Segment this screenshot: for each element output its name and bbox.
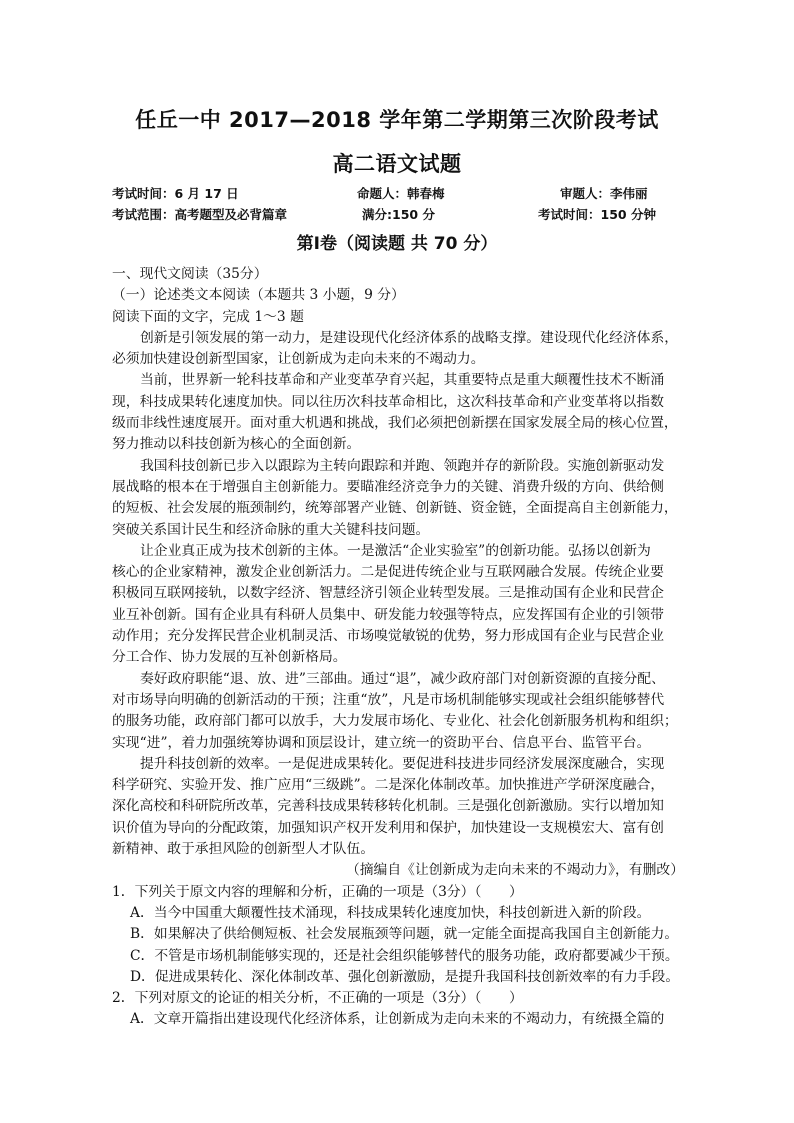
- option-a[interactable]: A．文章开篇指出建设现代化经济体系，让创新成为走向未来的不竭动力，有统摄全篇的: [130, 1011, 665, 1028]
- passage-paragraph: [112, 328, 690, 371]
- passage-line: 我国科技创新已步入以跟踪为主转向跟踪和并跑、领跑并存的新阶段。实施创新驱动发: [140, 457, 665, 474]
- exam-date: 考试时间：6 月 17 日: [112, 186, 239, 201]
- passage-line: 业互补创新。国有企业具有科研人员集中、研发能力较强等特点，应发挥国有企业的引领带: [112, 606, 664, 623]
- passage-line: 科学研究、实验开发、推广应用“三级跳”。二是深化体制改革。加快推进产学研深度融合，: [112, 777, 665, 794]
- question-2: [112, 988, 690, 1031]
- passage-line: 当前，世界新一轮科技革命和产业变革孕育兴起，其重要特点是重大颠覆性技术不断涌: [140, 372, 665, 389]
- passage-paragraph: [112, 541, 690, 669]
- passage-line: 突破关系国计民生和经济命脉的重大关键科技问题。: [112, 521, 430, 538]
- passage-line: 动作用；充分发挥民营企业机制灵活、市场嗅觉敏锐的优势，努力形成国有企业与民营企业: [112, 628, 664, 645]
- reading-instruction: 阅读下面的文字，完成 1～3 题: [112, 308, 304, 325]
- passage-paragraph: [112, 370, 690, 455]
- passage-line: 深化高校和科研院所改革，完善科技成果转移转化机制。三是强化创新激励。实行以增加知: [112, 798, 664, 815]
- exam-scope: 考试范围：高考题型及必背篇章: [112, 207, 288, 222]
- passage-line: 奏好政府职能“退、放、进”三部曲。通过“退”，减少政府部门对创新资源的直接分配、: [140, 670, 665, 687]
- section-title: 第Ⅰ卷（阅读题 共 70 分）: [296, 234, 498, 254]
- part-heading: 一、现代文阅读（35分）: [112, 266, 268, 282]
- passage-line: 的短板、社会发展的瓶颈制约，统筹部署产业链、创新链、资金链，全面提高自主创新能力，: [112, 500, 678, 517]
- passage-line: 必须加快建设创新型国家，让创新成为走向未来的不竭动力。: [112, 351, 485, 368]
- passage-line: 级而非线性速度展开。面对重大机遇和挑战，我们必须把创新摆在国家发展全局的核心位置，: [112, 415, 678, 432]
- exam-body: [112, 264, 690, 1031]
- passage-line: 现，科技成果转化速度加快。同以往历次科技革命相比，这次科技革命和产业变革将以指数: [112, 393, 664, 410]
- exam-title: 任丘一中 2017—2018 学年第二学期第三次阶段考试: [135, 108, 659, 132]
- passage-line: 提升科技创新的效率。一是促进成果转化。要促进科技进步同经济发展深度融合，实现: [140, 755, 665, 772]
- passage: [112, 328, 690, 860]
- passage-line: 努力推动以科技创新为核心的全面创新。: [112, 436, 361, 453]
- passage-line: 识价值为导向的分配政策，加强知识产权开发利用和保护，加快建设一支规模宏大、富有创: [112, 819, 664, 836]
- option-a[interactable]: A．当今中国重大颠覆性技术涌现，科技成果转化速度加快，科技创新进入新的阶段。: [130, 904, 651, 921]
- option-b[interactable]: B．如果解决了供给侧短板、社会发展瓶颈等问题，就一定能全面提高我国自主创新能力。: [130, 926, 679, 943]
- passage-line: 的服务功能，政府部门都可以放手，大力发展市场化、专业化、社会化创新服务机构和组织；: [112, 713, 678, 730]
- passage-line: 展战略的根本在于增强自主创新能力。要瞄准经济竞争力的关键、消费升级的方向、供给侧: [112, 478, 664, 495]
- exam-full-score: 满分:150 分: [362, 207, 435, 222]
- passage-paragraph: [112, 669, 690, 754]
- passage-line: 对市场导向明确的创新活动的干预；注重“放”，凡是市场机制能够实现或社会组织能够替代: [112, 691, 665, 708]
- passage-paragraph: [112, 754, 690, 860]
- passage-line: 积极同互联网接轨，以数字经济、智慧经济引领企业转型发展。三是推动国有企业和民营企: [112, 585, 664, 602]
- exam-reviewer: 审题人：李伟丽: [560, 186, 648, 201]
- passage-source: （摘编自《让创新成为走向未来的不竭动力》，有删改）: [345, 862, 684, 879]
- passage-line: 分工合作、协力发展的互补创新格局。: [112, 649, 347, 666]
- passage-line: 实现“进”，着力加强统筹协调和顶层设计，建立统一的资助平台、信息平台、监管平台。: [112, 734, 651, 751]
- option-c[interactable]: C．不管是市场机制能够实现的，还是社会组织能够替代的服务功能，政府都要减少干预。: [130, 947, 679, 964]
- passage-line: 新精神、敢于承担风险的创新型人才队伍。: [112, 841, 375, 858]
- exam-duration: 考试时间：150 分钟: [538, 207, 656, 222]
- part-sub-heading: （一）论述类文本阅读（本题共 3 小题，9 分）: [112, 287, 405, 304]
- option-d[interactable]: D．促进成果转化、深化体制改革、强化创新激励，是提升我国科技创新效率的有力手段。: [130, 968, 680, 985]
- passage-line: 创新是引领发展的第一动力，是建设现代化经济体系的战略支撑。建设现代化经济体系，: [140, 329, 679, 346]
- exam-subtitle: 高二语文试题: [332, 152, 462, 176]
- exam-author: 命题人：韩春梅: [357, 186, 445, 201]
- passage-line: 核心的企业家精神，激发企业创新活力。二是促进传统企业与互联网融合发展。传统企业要: [112, 564, 664, 581]
- question-stem: 2．下列对原文的论证的相关分析，不正确的一项是（3分）（ ）: [112, 990, 523, 1007]
- passage-paragraph: [112, 456, 690, 541]
- question-stem: 1．下列关于原文内容的理解和分析，正确的一项是（3分）（ ）: [112, 883, 523, 900]
- passage-line: 让企业真正成为技术创新的主体。一是激活“企业实验室”的创新功能。弘扬以创新为: [140, 542, 651, 559]
- question-1: [112, 882, 690, 988]
